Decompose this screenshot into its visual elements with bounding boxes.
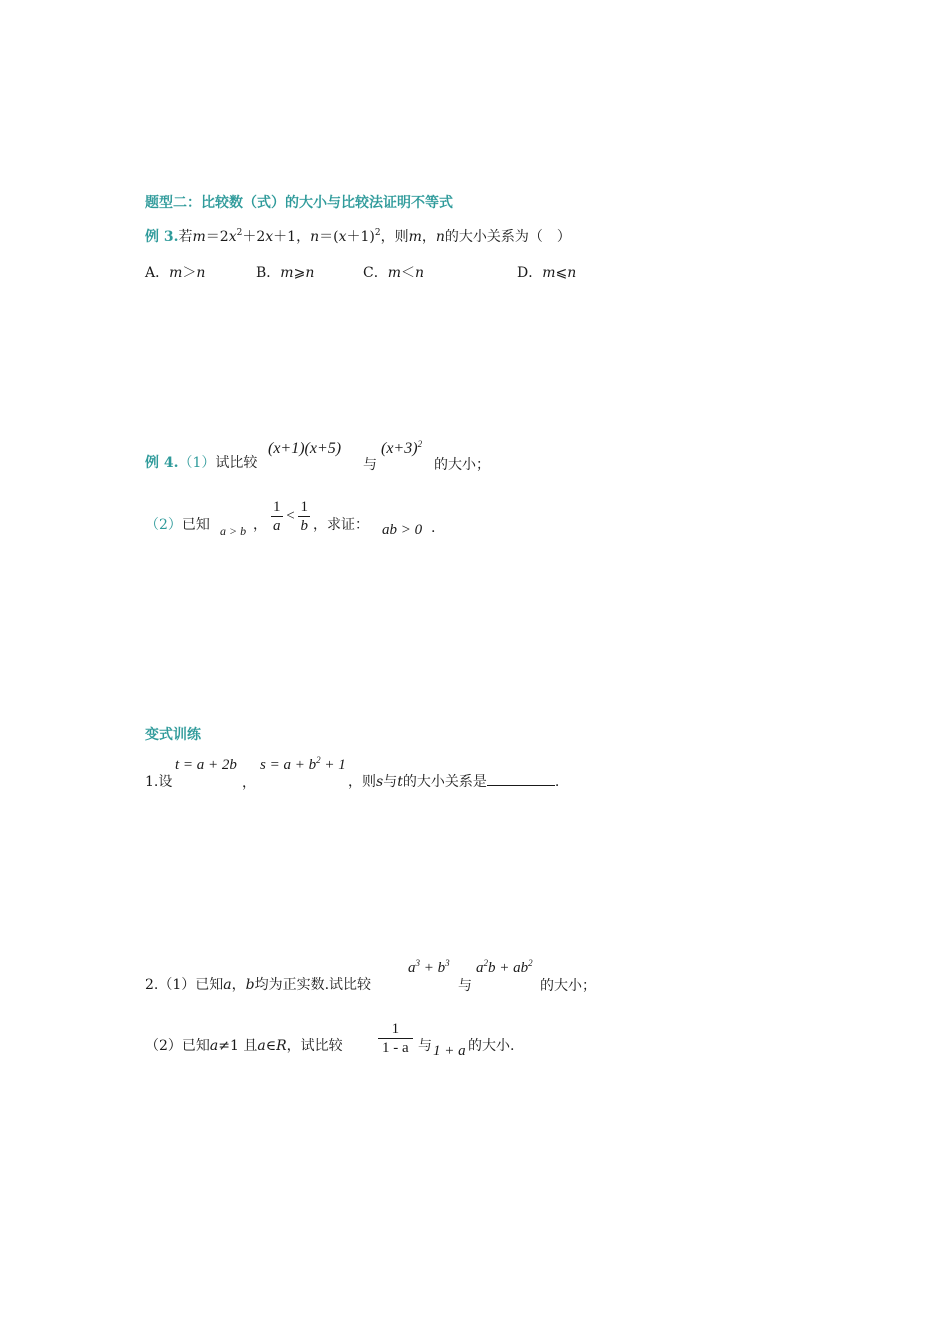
option-op: ⩽ — [555, 265, 568, 281]
var-x: x — [265, 229, 274, 245]
option-lhs: m — [280, 265, 294, 281]
expression-1-plus-a: 1 + a — [433, 1043, 466, 1059]
option-letter: A． — [145, 265, 170, 281]
var-x: x — [228, 229, 237, 245]
eq-part: ，则 — [380, 229, 409, 245]
period: . — [431, 520, 436, 536]
q1-number: 1.设 — [145, 774, 173, 790]
example-3 — [145, 226, 571, 246]
option-rhs: n — [305, 265, 315, 281]
option-letter: D． — [517, 265, 543, 281]
variant-title: 变式训练 — [145, 727, 201, 743]
goal-ab-gt-0: ab > 0 — [382, 522, 423, 538]
comma: ， — [242, 775, 256, 791]
var-n: n — [435, 229, 445, 245]
q1-tail — [348, 771, 559, 791]
q2-tail: 的大小； — [540, 978, 596, 994]
example-3-tail: 的大小关系为（ ） — [444, 229, 571, 245]
var-m: m — [192, 229, 206, 245]
option-op: ＞ — [182, 265, 197, 281]
answer-blank[interactable] — [487, 773, 555, 786]
q3-tail: 的大小. — [468, 1038, 515, 1054]
expression-2 — [381, 440, 422, 458]
option-letter: B． — [256, 265, 281, 281]
fraction — [378, 1020, 413, 1057]
period: . — [554, 774, 560, 790]
expression-2-base: (x+3) — [381, 440, 418, 457]
comma: ， — [231, 977, 246, 993]
option-letter: C． — [363, 265, 388, 281]
comma: ， — [253, 517, 267, 533]
option-lhs: m — [387, 265, 401, 281]
exponent: 3 — [415, 958, 420, 968]
option-d — [517, 262, 576, 282]
part-1-tail: 的大小； — [434, 457, 490, 473]
expr-part: + b — [420, 960, 446, 976]
eq-part: ＝( — [319, 229, 339, 245]
fraction-numerator: 1 — [300, 499, 308, 515]
then-text: ，则 — [348, 774, 376, 790]
exponent: 2 — [528, 958, 533, 968]
fraction-1-over-b — [298, 498, 310, 535]
eq-part: ＋2 — [242, 229, 266, 245]
fraction-denominator: b — [300, 518, 308, 534]
exponent: 2 — [316, 755, 321, 765]
var-m: m — [408, 229, 422, 245]
exponent: 2 — [417, 439, 423, 449]
part-number: （2） — [145, 517, 182, 533]
part-number: （2）已知 — [145, 1038, 210, 1054]
example-4-part-1 — [145, 452, 257, 472]
exponent: 2 — [374, 228, 381, 238]
var-a: a — [223, 977, 232, 993]
option-lhs: m — [542, 265, 556, 281]
fraction-numerator: 1 — [391, 1021, 400, 1037]
var-R: R — [276, 1038, 287, 1054]
fraction-1-over-1-minus-a — [378, 1020, 413, 1057]
yu-word: 与 — [383, 774, 398, 790]
q2-part-1 — [145, 974, 371, 994]
fraction-numerator: 1 — [273, 499, 281, 515]
part-text: 已知 — [181, 517, 210, 533]
option-lhs: m — [169, 265, 183, 281]
var-s: s — [376, 774, 384, 790]
example-4-part-2 — [145, 514, 210, 534]
var-a: a — [209, 1038, 219, 1054]
yu-word: 与 — [363, 457, 377, 473]
option-b — [256, 262, 314, 282]
eq-part: ＝2 — [205, 229, 229, 245]
option-op: ⩾ — [293, 265, 306, 281]
q2-mid-text: 均为正实数.试比较 — [254, 977, 372, 993]
prove-text: ，求证： — [313, 517, 369, 533]
fraction-denominator: 1 - a — [378, 1038, 413, 1057]
example-3-ruo: 若 — [178, 229, 193, 245]
example-4-label: 例 4. — [145, 455, 179, 471]
option-a — [145, 262, 205, 282]
expr-part: b + ab — [488, 960, 529, 976]
less-than: < — [286, 508, 295, 524]
q3-text — [145, 1035, 343, 1055]
expression-a2b-ab2 — [476, 960, 533, 977]
var-x: x — [338, 229, 347, 245]
s-expression-part: s = a + b — [260, 757, 317, 773]
inequality — [271, 498, 310, 535]
option-rhs: n — [567, 265, 577, 281]
exponent: 2 — [236, 228, 243, 238]
expr-part: a — [408, 960, 416, 976]
option-c — [363, 262, 424, 282]
condition-a-gt-b: a > b — [220, 524, 247, 538]
yu-word: 与 — [418, 1038, 432, 1054]
yu-word: 与 — [458, 978, 472, 994]
q2-number: 2.（1）已知 — [145, 977, 224, 993]
fraction-denominator: a — [273, 518, 281, 534]
option-rhs: n — [415, 265, 425, 281]
eq-part: ， — [421, 229, 436, 245]
expression-a3-b3 — [408, 960, 450, 977]
example-3-label: 例 3. — [145, 229, 179, 245]
q3-mid-text: ，试比较 — [286, 1038, 343, 1054]
part-number: （1） — [178, 455, 216, 471]
exponent: 2 — [483, 958, 488, 968]
var-a: a — [257, 1038, 266, 1054]
eq-part: ＋1) — [346, 229, 375, 245]
option-rhs: n — [196, 265, 206, 281]
s-expression — [260, 757, 346, 774]
q1-tail-text: 的大小关系是 — [402, 774, 487, 790]
expr-part: a — [476, 960, 484, 976]
expression-1: (x+1)(x+5) — [268, 440, 342, 457]
neq-text: ≠1 且 — [218, 1038, 258, 1054]
var-b: b — [245, 977, 255, 993]
option-op: ＜ — [401, 265, 415, 281]
fraction-1-over-a — [271, 498, 283, 535]
eq-part: ＋1， — [273, 229, 311, 245]
var-t: t — [397, 774, 403, 790]
element-of: ∈ — [265, 1038, 277, 1054]
part-text: 试比较 — [215, 455, 258, 471]
s-expression-part: + 1 — [320, 757, 346, 773]
var-n: n — [310, 229, 320, 245]
exponent: 3 — [445, 958, 450, 968]
t-expression: t = a + 2b — [175, 757, 237, 773]
section-title: 题型二：比较数（式）的大小与比较法证明不等式 — [145, 195, 453, 211]
